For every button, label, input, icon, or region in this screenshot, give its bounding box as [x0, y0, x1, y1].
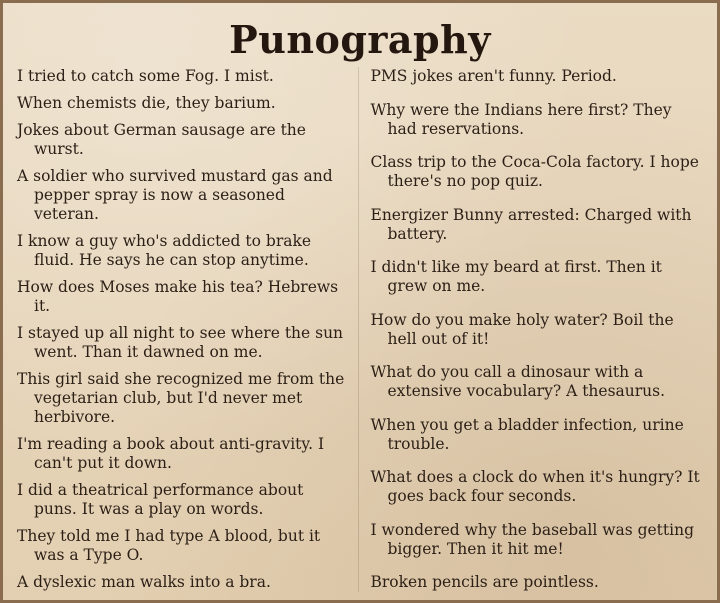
- left-column: [11, 67, 358, 592]
- joke-item: I'm reading a book about anti-gravity. I can't put it down.: [17, 435, 325, 472]
- jokes-columns: [11, 67, 707, 592]
- joke-item: I stayed up all night to see where the sun went. Than it dawned on me.: [17, 324, 344, 361]
- joke-item: This girl said she recognized me from the vegetarian club, but I'd never met herbivore.: [17, 370, 345, 426]
- joke-item: I didn't like my beard at first. Then it grew on me.: [370, 258, 662, 295]
- joke-item: When you get a bladder infection, urine trouble.: [370, 415, 684, 453]
- joke-item: When chemists die, they barium.: [17, 94, 276, 112]
- joke-item: I wondered why the baseball was getting bigger. Then it hit me!: [370, 520, 695, 558]
- joke-item: I tried to catch some Fog. I mist.: [17, 67, 274, 85]
- right-column: [359, 67, 708, 592]
- joke-item: I did a theatrical performance about puns. It was a play on words.: [17, 481, 304, 518]
- joke-item: How does Moses make his tea? Hebrews it.: [17, 278, 339, 315]
- joke-item: PMS jokes aren't funny. Period.: [370, 67, 617, 85]
- joke-item: Broken pencils are pointless.: [370, 573, 599, 591]
- joke-item: What does a clock do when it's hungry? It goes back four seconds.: [370, 468, 700, 505]
- joke-item: Class trip to the Coca-Cola factory. I hope there's no pop quiz.: [370, 153, 699, 190]
- joke-item: How do you make holy water? Boil the hell out of it!: [370, 310, 674, 348]
- joke-item: Why were the Indians here first? They had reservations.: [370, 100, 672, 138]
- joke-item: A dyslexic man walks into a bra.: [17, 573, 271, 591]
- joke-item: A soldier who survived mustard gas and pepper spray is now a seasoned veteran.: [17, 167, 333, 223]
- joke-item: They told me I had type A blood, but it was a Type O.: [17, 527, 321, 564]
- joke-item: I know a guy who's addicted to brake fluid. He says he can stop anytime.: [17, 232, 312, 269]
- joke-item: What do you call a dinosaur with a extensive vocabulary? A thesaurus.: [370, 363, 666, 400]
- page-title: Punography: [229, 17, 491, 62]
- joke-item: Energizer Bunny arrested: Charged with battery.: [370, 205, 692, 243]
- joke-item: Jokes about German sausage are the wurst.: [17, 121, 306, 158]
